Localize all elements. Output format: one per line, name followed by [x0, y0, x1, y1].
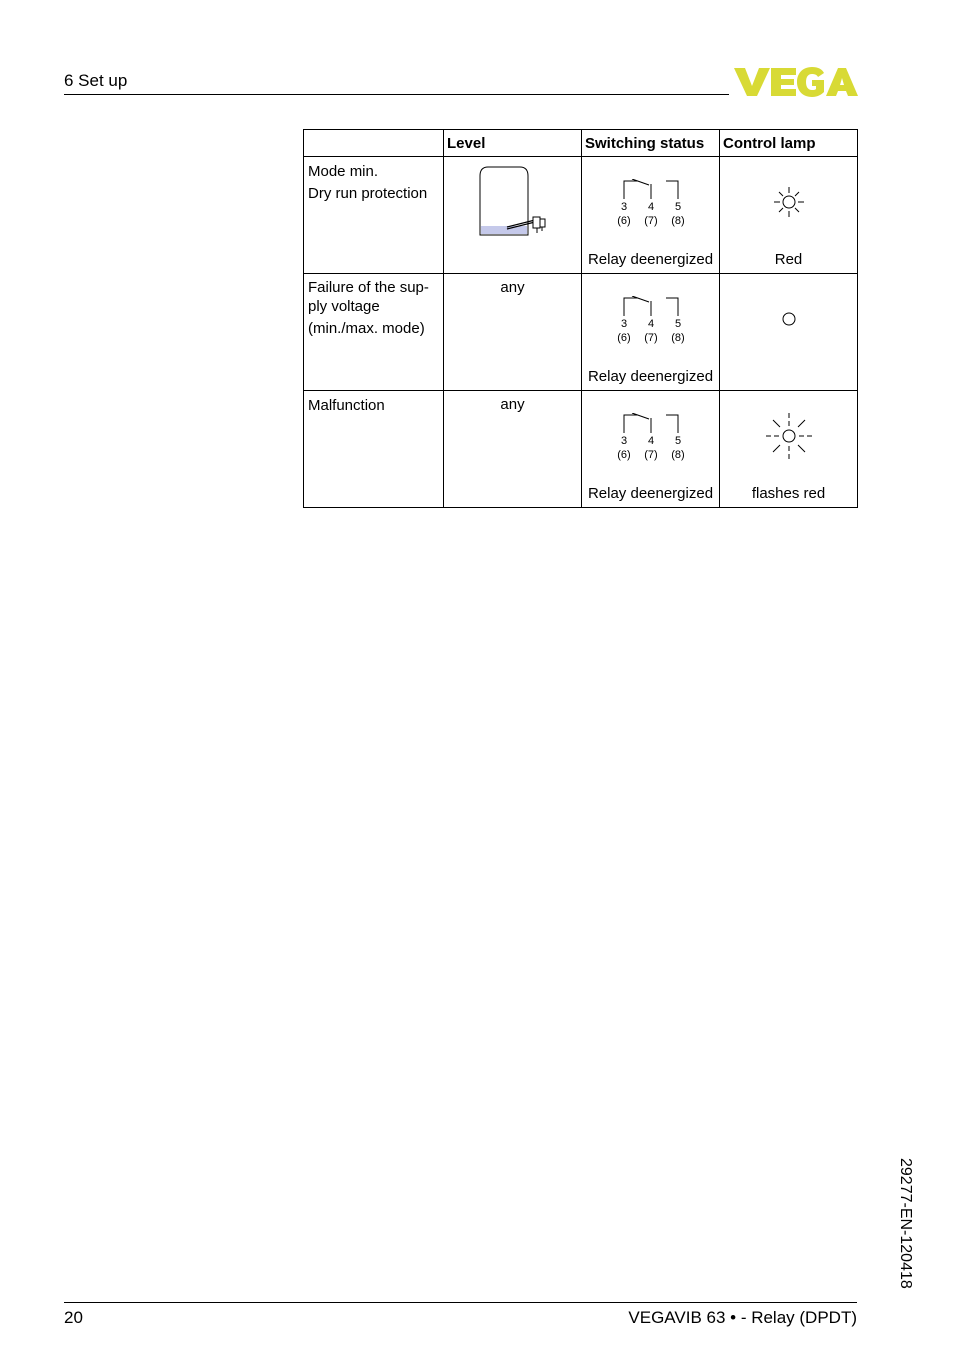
- relay-contact-icon: [616, 296, 696, 348]
- header-divider: [64, 94, 729, 95]
- condition-line: ply voltage: [308, 298, 380, 315]
- terminal-label: 5: [674, 201, 682, 213]
- table-row: [304, 274, 858, 391]
- relay-status-table: [303, 129, 858, 508]
- terminal-label: (7): [644, 332, 658, 344]
- terminal-label: (6): [617, 215, 631, 227]
- terminal-label: (6): [617, 332, 631, 344]
- column-header-condition: [304, 130, 444, 157]
- level-cell: [444, 274, 582, 391]
- condition-line: Failure of the sup-: [308, 279, 429, 296]
- condition-line: Mode min.: [308, 163, 379, 180]
- table-header-row: [304, 130, 858, 157]
- terminal-label: 5: [674, 435, 682, 447]
- vessel-low-level-icon: [477, 164, 553, 244]
- lamp-status: Red: [774, 251, 803, 268]
- relay-contact-icon: [616, 179, 696, 231]
- condition-line: Dry run protection: [308, 185, 428, 202]
- level-cell: [444, 157, 582, 274]
- switching-status: Relay deenergized: [587, 251, 714, 268]
- page-number: 20: [64, 1308, 83, 1327]
- condition-line: Malfunction: [308, 397, 385, 414]
- switching-status: Relay deenergized: [587, 368, 714, 385]
- column-header-lamp: Control lamp: [720, 130, 858, 157]
- terminal-label: (8): [671, 332, 685, 344]
- terminal-label: 3: [620, 201, 628, 213]
- terminal-label: (6): [617, 449, 631, 461]
- lamp-cell: [720, 157, 858, 274]
- switching-cell: [582, 391, 720, 508]
- terminal-label: 4: [647, 201, 655, 213]
- condition-cell: [304, 274, 444, 391]
- switching-status: Relay deenergized: [587, 485, 714, 502]
- footer-divider: [64, 1302, 857, 1303]
- switching-cell: [582, 274, 720, 391]
- switching-cell: [582, 157, 720, 274]
- condition-cell: [304, 157, 444, 274]
- relay-contact-icon: [616, 413, 696, 465]
- condition-cell: [304, 391, 444, 508]
- terminal-label: 5: [674, 318, 682, 330]
- terminal-label: (7): [644, 215, 658, 227]
- terminal-label: (8): [671, 449, 685, 461]
- vega-logo: [734, 66, 858, 97]
- terminal-label: 4: [647, 435, 655, 447]
- condition-line: (min./max. mode): [308, 320, 425, 337]
- document-id: 29277-EN-120418: [897, 1158, 914, 1289]
- table-row: [304, 157, 858, 274]
- table-row: [304, 391, 858, 508]
- column-header-level: Level: [444, 130, 582, 157]
- section-title: 6 Set up: [64, 71, 128, 90]
- lamp-cell: [720, 274, 858, 391]
- terminal-label: (7): [644, 449, 658, 461]
- column-header-switching: Switching status: [582, 130, 720, 157]
- lamp-flashing-icon: [764, 411, 814, 461]
- terminal-label: 4: [647, 318, 655, 330]
- level-value: any: [500, 279, 525, 296]
- terminal-label: (8): [671, 215, 685, 227]
- terminal-label: 3: [620, 435, 628, 447]
- footer-title: VEGAVIB 63 • - Relay (DPDT): [628, 1308, 857, 1327]
- terminal-label: 3: [620, 318, 628, 330]
- level-value: any: [500, 396, 525, 413]
- level-cell: [444, 391, 582, 508]
- lamp-cell: [720, 391, 858, 508]
- lamp-status: flashes red: [751, 485, 826, 502]
- lamp-lit-icon: [771, 184, 807, 220]
- lamp-off-icon: [771, 301, 807, 337]
